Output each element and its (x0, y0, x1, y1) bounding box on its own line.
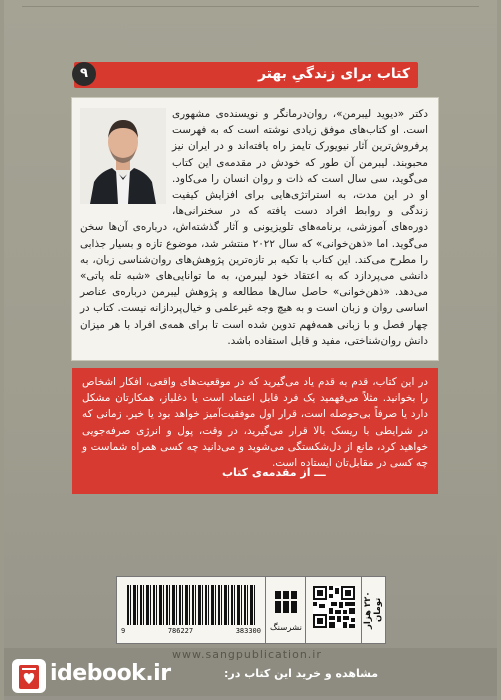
series-number-badge: ۹ (72, 62, 96, 86)
barcode-icon (127, 585, 255, 625)
author-paragraph: دکتر «دیوید لیبرمن»، روان‌درمانگر و نویسنده‌ی مشهوری است. او کتاب‌های موفق زیادی نوشته است که به فهرست پرفروش‌ترین آثار نیویورک تایمز راه یافته‌اند و در ایران نیز محبوبند. لیبرمن آن طور که خودش در مقدمه‌ی این کتاب می‌گوید، سی سال است که ذات و روان انسان را می‌کاود. او در این مدت، به استراتژی‌هایی برای افزایش کیفیت زندگی و روابط افراد دست یافته که در سخنرانی‌ها، دوره‌های آموزشی، برنامه‌های تلویزیونی و آثار گذشته‌اش، درباره‌ی آن‌ها سخن می‌گوید. اما «ذهن‌خوانی» که سال ۲۰۲۲ منتشر شد، موضوع تازه و بسیار جذابی را مطرح می‌کند. این کتاب با تکیه بر تازه‌ترین پژوهش‌های روان‌شناسی زبان، به دانشی می‌پردازد که به اعتقاد خود لیبرمن، به ما توانایی‌های «شبه تله پاتی» می‌دهد. «ذهن‌خوانی» حاصل سال‌ها مطالعه و پژوهش لیبرمن درباره‌ی عناصر اساسی روان و زبان است و به هیچ وجه غیرعلمی و خیال‌پردازانه نیست. کتاب در چهار فصل و با زبانی همه‌فهم تدوین شده است تا برای همه‌ی افراد با هر میزان دانش روان‌شناختی، مفید و قابل استفاده باشد. (80, 108, 428, 347)
publisher-name: نشرسنگ (270, 623, 302, 633)
buy-book-text: مشاهده و خرید این کتاب در: (224, 667, 379, 680)
series-title: کتاب برای زندگیِ بهتر (257, 66, 410, 82)
photo-spacer (80, 106, 172, 206)
watermark-logo (4, 655, 224, 697)
barcode-cell (117, 577, 265, 643)
publisher-website[interactable]: www.sangpublication.ir (172, 648, 322, 661)
book-heart-icon (12, 659, 46, 693)
qr-cell (305, 577, 362, 643)
barcode-digits-3: 383300 (235, 627, 261, 635)
watermark-text: idebook.ir (50, 661, 171, 686)
intro-signature: ـــ از مقدمه‌ی کتاب (222, 466, 326, 479)
barcode-digits-2: 786227 (167, 627, 194, 635)
series-banner (74, 62, 418, 88)
info-strip (116, 576, 386, 644)
intro-quote-box (72, 368, 438, 494)
price-label: ۲۲۰ هزار تومان (363, 591, 383, 629)
author-blurb-text (80, 106, 428, 354)
publisher-logo-icon (273, 589, 299, 615)
publisher-cell (265, 577, 306, 643)
qr-code-icon (313, 586, 355, 628)
book-back-cover (4, 0, 497, 700)
top-divider (22, 6, 479, 7)
price-cell (361, 577, 386, 643)
barcode-number (121, 627, 261, 635)
intro-paragraph: در این کتاب، قدم به قدم یاد می‌گیرید که در موقعیت‌های واقعی، افکار اشخاص را بخوانید. مثلاً می‌فهمید یک فرد قابل اعتماد است یا دغلباز، همکارتان مشکل دارد یا صرفاً بی‌حوصله است، قرار اول موفقیت‌آمیز خواهد بود یا خیر. زمانی که در شرایطی با ریسک بالا قرار می‌گیرید، در وقت، پول و انرژی صرفه‌جویی خواهید کرد، مانع از دل‌شکستگی می‌شوید و می‌دانید چه کسی همراه شماست و چه کسی در مقابل‌تان ایستاده است. (82, 376, 428, 470)
barcode-digits-1: 9 (121, 627, 126, 635)
author-blurb-box (72, 98, 438, 360)
